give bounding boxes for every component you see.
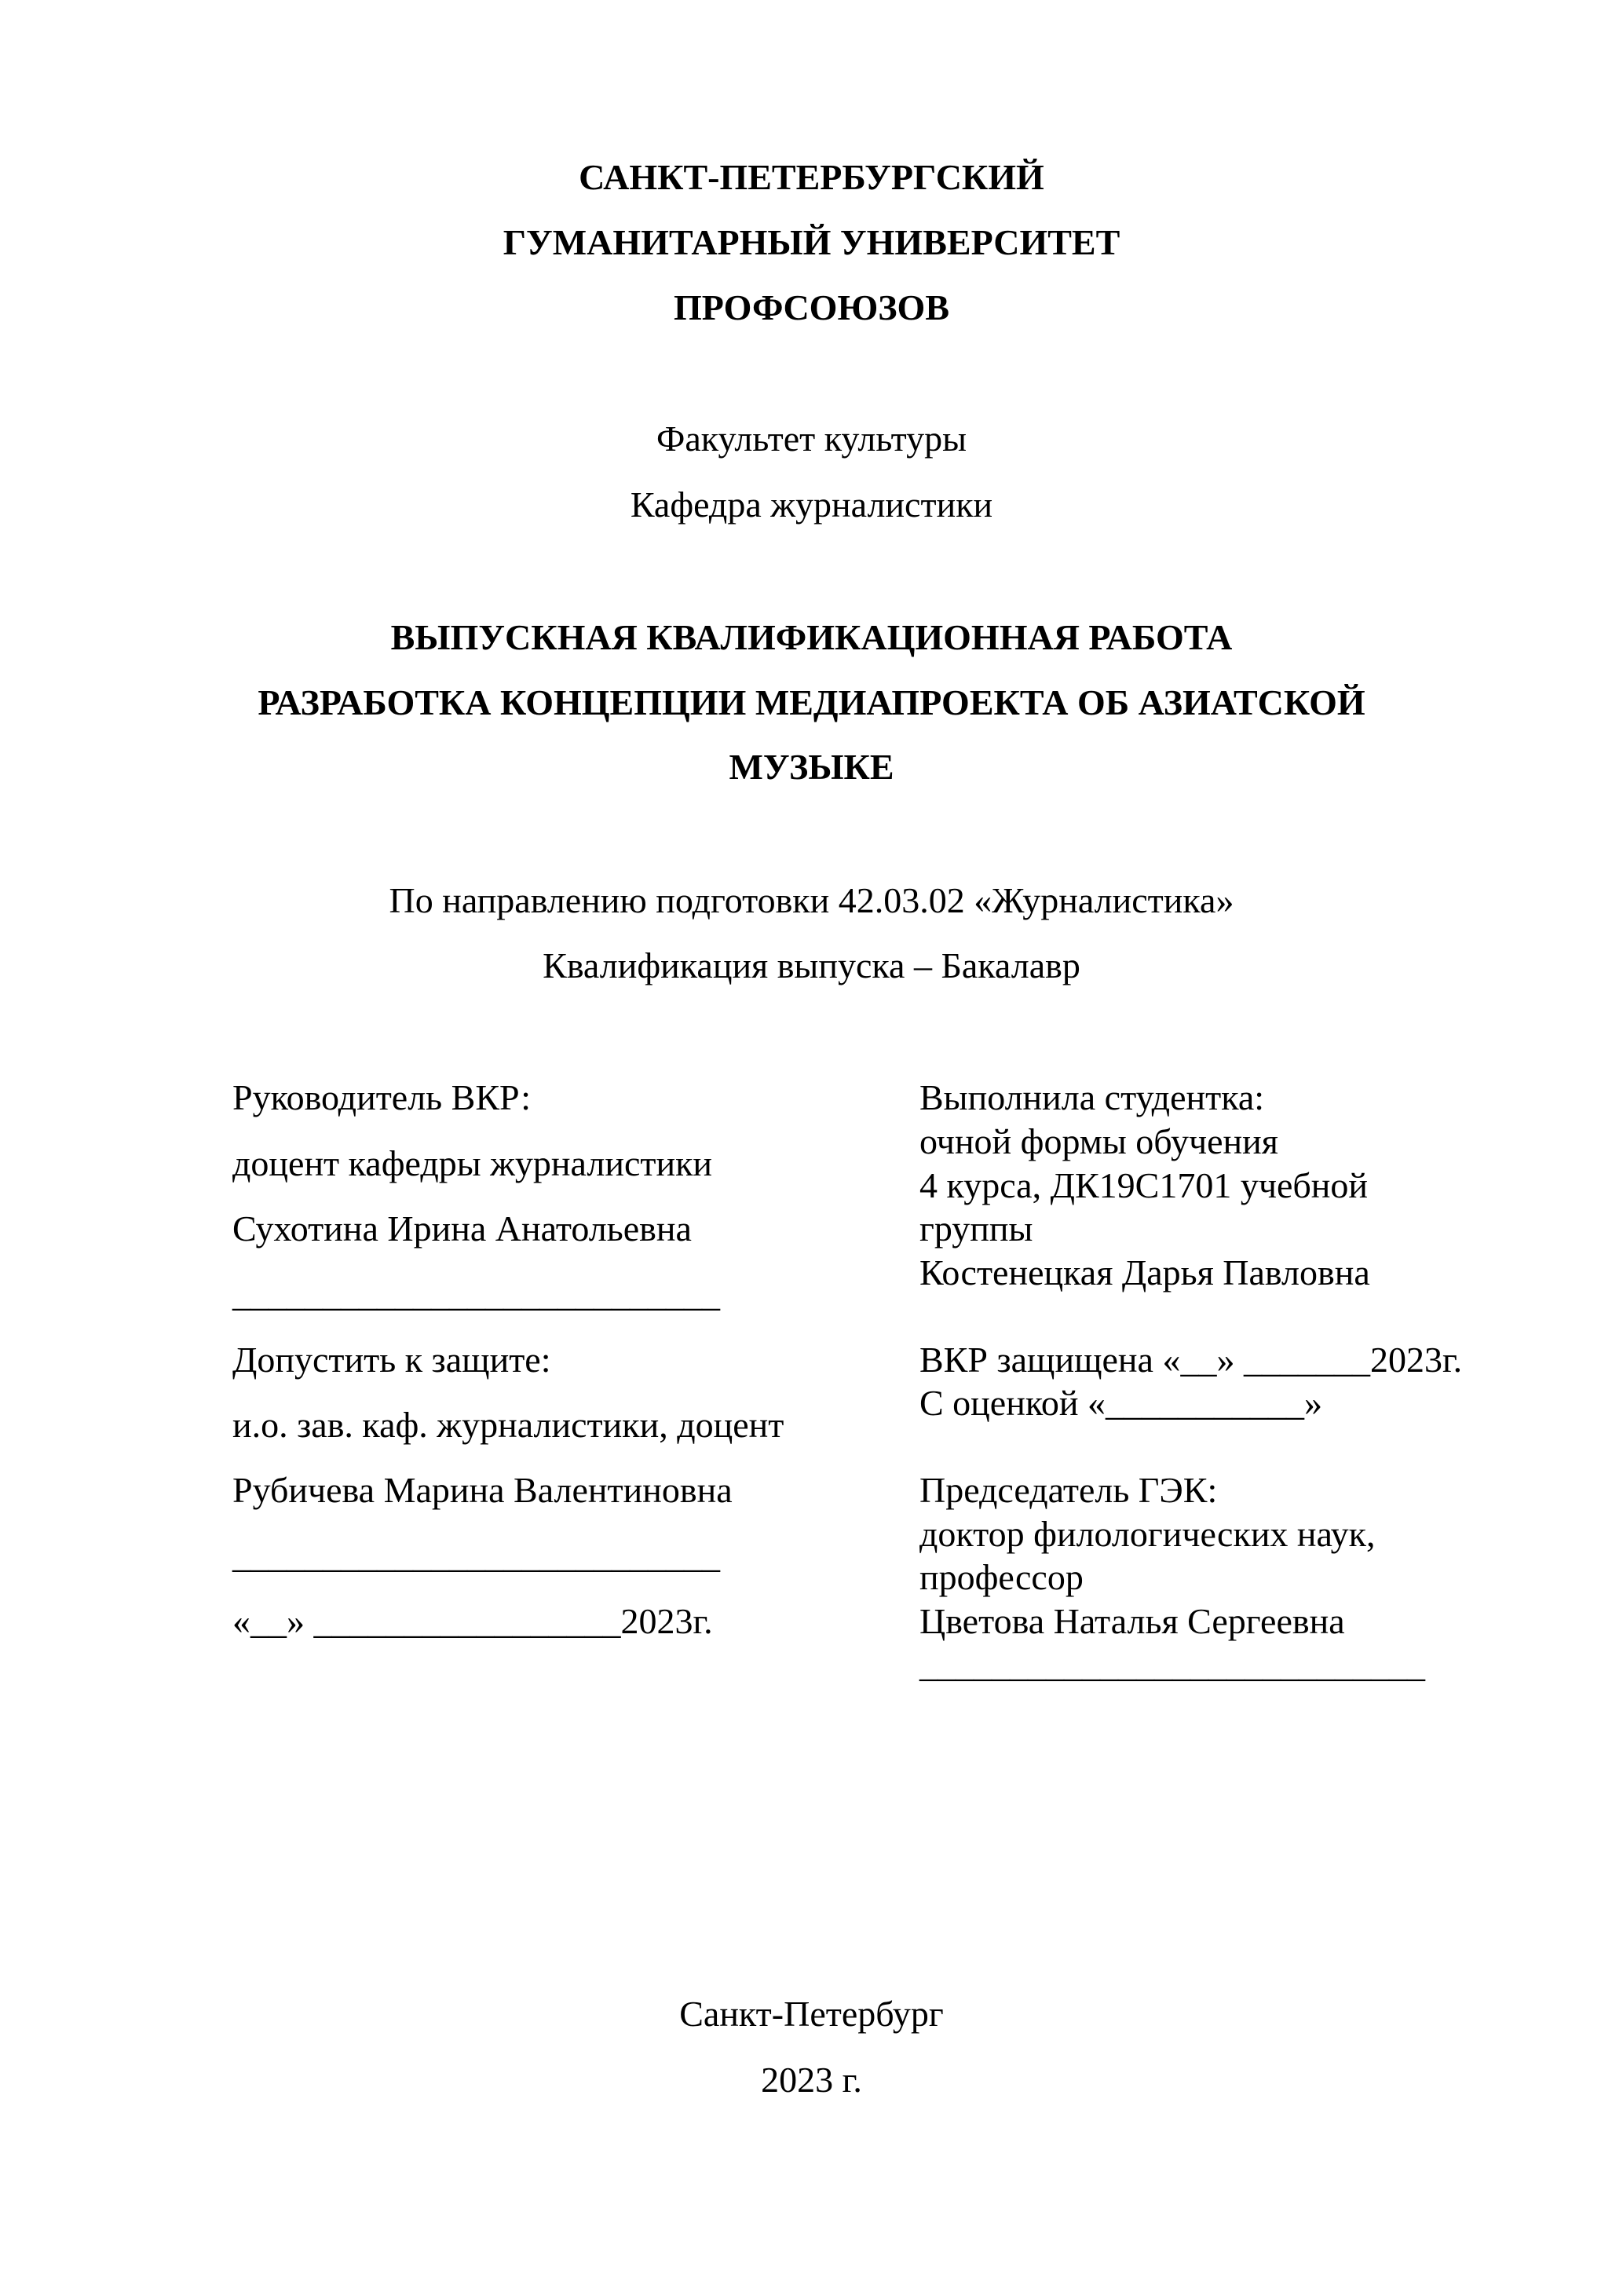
supervisor-name: Сухотина Ирина Анатольевна (232, 1208, 692, 1249)
university-name-line-3: ПРОФСОЮЗОВ (674, 287, 949, 327)
work-type: ВЫПУСКНАЯ КВАЛИФИКАЦИОННАЯ РАБОТА (390, 617, 1233, 657)
admit-name: Рубичева Марина Валентиновна (232, 1470, 733, 1510)
student-course: 4 курса, ДК19С1701 учебной (919, 1165, 1369, 1205)
admit-signature-line: ___________________________ (232, 1535, 720, 1575)
year: 2023 г. (761, 2060, 862, 2100)
supervisor-label: Руководитель ВКР: (232, 1077, 532, 1117)
city: Санкт-Петербург (679, 1994, 944, 2034)
study-direction: По направлению подготовки 42.03.02 «Журналистика» (389, 880, 1234, 920)
chair-name: Цветова Наталья Сергеевна (919, 1601, 1345, 1641)
supervisor-position: доцент кафедры журналистики (232, 1143, 713, 1183)
student-name: Костенецкая Дарья Павловна (919, 1252, 1370, 1292)
student-group: группы (919, 1208, 1033, 1249)
supervisor-signature-line: ___________________________ (232, 1274, 720, 1314)
work-title-line-2: МУЗЫКЕ (729, 747, 894, 787)
qualification: Квалификация выпуска – Бакалавр (543, 945, 1080, 985)
defense-grade: С оценкой «___________» (919, 1383, 1322, 1423)
chair-title: профессор (919, 1557, 1084, 1597)
university-name-line-2: ГУМАНИТАРНЫЙ УНИВЕРСИТЕТ (503, 222, 1120, 262)
chair-label: Председатель ГЭК: (919, 1470, 1218, 1510)
student-label: Выполнила студентка: (919, 1077, 1265, 1117)
student-study-form: очной формы обучения (919, 1121, 1278, 1161)
admit-position: и.о. зав. каф. журналистики, доцент (232, 1405, 784, 1445)
admit-date-line: «__» _________________2023г. (232, 1601, 713, 1641)
faculty: Факультет культуры (656, 419, 967, 459)
chair-signature-line: ____________________________ (919, 1644, 1425, 1684)
work-title-line-1: РАЗРАБОТКА КОНЦЕПЦИИ МЕДИАПРОЕКТА ОБ АЗИАТСКОЙ (258, 682, 1365, 722)
university-name-line-1: САНКТ-ПЕТЕРБУРГСКИЙ (579, 157, 1044, 197)
department: Кафедра журналистики (630, 484, 993, 525)
admit-label: Допустить к защите: (232, 1340, 551, 1380)
chair-degree: доктор филологических наук, (919, 1514, 1376, 1554)
defense-date: ВКР защищена «__» _______2023г. (919, 1340, 1463, 1380)
